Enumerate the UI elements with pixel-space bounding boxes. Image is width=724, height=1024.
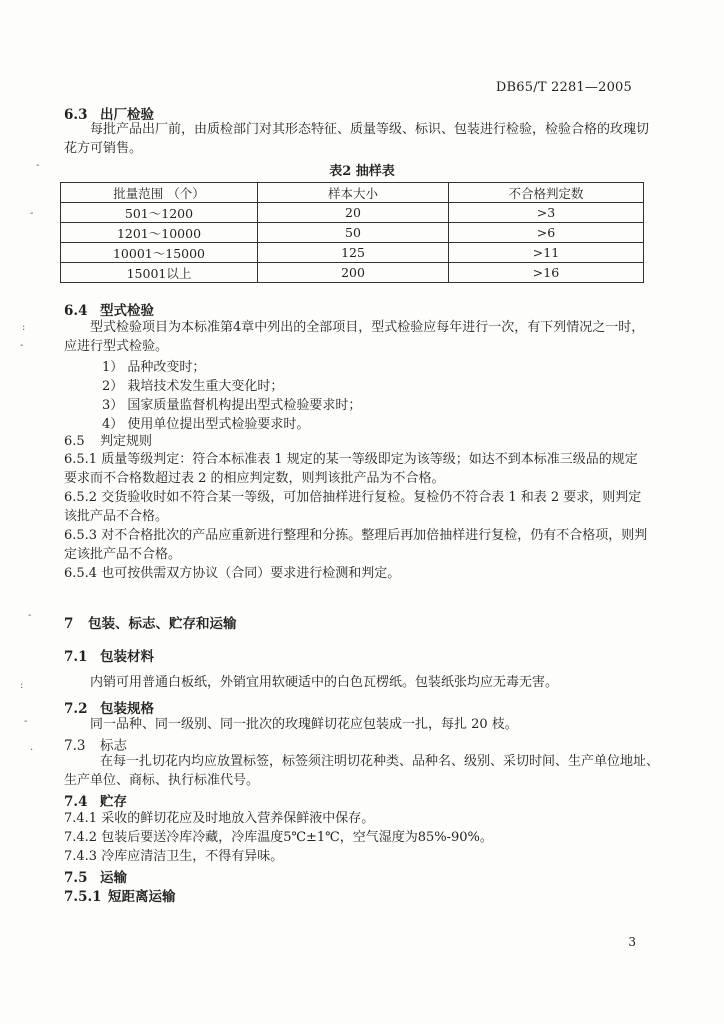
clause-7-4-1: 7.4.1 采收的鲜切花应及时地放入营养保鲜液中保存。 [64, 811, 375, 826]
list-item: 3） 国家质量监督机构提出型式检验要求时； [102, 398, 362, 413]
clause-6-5-4: 6.5.4 也可按供需双方协议（合同）要求进行检测和判定。 [64, 566, 401, 581]
table-cell: 200 [258, 263, 449, 283]
table-cell: 501～1200 [61, 203, 258, 223]
section-number: 7.3 [64, 738, 86, 754]
section-number: 7.5.1 [64, 889, 102, 905]
section-7-4-heading [64, 790, 127, 810]
table-cell: 125 [258, 243, 449, 263]
table-row [61, 263, 644, 283]
section-6-3-line1: 每批产品出厂前，由质检部门对其形态特征、质量等级、标识、包装进行检验，检验合格的玫瑰切 [90, 122, 650, 137]
column-header: 批量范围 （个） [61, 183, 258, 203]
table-cell: >6 [449, 223, 644, 243]
list-item: 4） 使用单位提出型式检验要求时。 [102, 417, 310, 432]
scan-mark: . [30, 742, 34, 753]
section-title: 判定规则 [100, 434, 153, 449]
clause-6-5-1-line1: 6.5.1 质量等级判定：符合本标准表 1 规定的某一等级即定为该等级；如达不到本标准三级品的规定 [64, 452, 638, 467]
clause-6-5-3-line1: 6.5.3 对不合格批次的产品应重新进行整理和分拣。整理后再加倍抽样进行复检，仍有不合格项，则判 [64, 528, 648, 543]
section-title: 贮存 [100, 794, 127, 810]
table-row [61, 243, 644, 263]
scan-mark: : [22, 322, 26, 333]
table-cell: 10001～15000 [61, 243, 258, 263]
section-title: 包装规格 [100, 701, 154, 717]
section-number: 6.5 [64, 434, 85, 449]
table-cell: 15001以上 [61, 263, 258, 283]
section-6-3-line2: 花方可销售。 [64, 141, 143, 156]
column-header: 样本大小 [258, 183, 449, 203]
section-7-3-heading [64, 734, 127, 754]
section-7-3-line2: 生产单位、商标、执行标准代号。 [64, 773, 260, 788]
table-caption: 表2 抽样表 [329, 164, 395, 179]
section-number: 7.1 [64, 649, 88, 665]
section-number: 6.3 [64, 107, 88, 123]
section-7-2-text: 同一品种、同一级别、同一批次的玫瑰鲜切花应包装成一扎，每扎 20 枝。 [90, 717, 518, 732]
table-row [61, 223, 644, 243]
clause-6-5-2-line2: 该批产品不合格。 [64, 509, 169, 524]
section-number: 7.5 [64, 870, 88, 886]
section-6-4-line1: 型式检验项目为本标准第4章中列出的全部项目，型式检验应每年进行一次，有下列情况之一时， [90, 320, 645, 335]
section-7-3-line1: 在每一扎切花内均应放置标签，标签须注明切花种类、品种名、级别、采切时间、生产单位地址、 [100, 754, 660, 769]
standard-code: DB65/T 2281—2005 [495, 80, 632, 95]
section-7-1-text: 内销可用普通白板纸，外销宜用软硬适中的白色瓦楞纸。包装纸张均应无毒无害。 [90, 675, 559, 690]
clause-6-5-1-line2: 要求而不合格数超过表 2 的相应判定数，则判该批产品为不合格。 [64, 471, 445, 486]
table-cell: >16 [449, 263, 644, 283]
table-cell: >3 [449, 203, 644, 223]
section-6-4-line2: 应进行型式检验。 [64, 339, 169, 354]
sampling-table [60, 182, 644, 283]
section-title: 标志 [100, 738, 127, 754]
table-header-row [61, 183, 644, 203]
scan-mark: : [20, 680, 24, 691]
list-item: 2） 栽培技术发生重大变化时； [102, 379, 284, 394]
section-title: 型式检验 [100, 303, 154, 319]
scan-mark: - [30, 208, 34, 219]
section-number: 7.4 [64, 794, 88, 810]
clause-7-4-3: 7.4.3 冷库应清洁卫生，不得有异味。 [64, 849, 284, 864]
column-header: 不合格判定数 [449, 183, 644, 203]
section-title: 运输 [100, 870, 127, 886]
scan-mark: - [36, 160, 40, 171]
section-6-5-heading [64, 432, 152, 451]
section-title: 包装、标志、贮存和运输 [88, 616, 237, 632]
section-7-5-heading [64, 866, 127, 886]
clause-6-5-3-line2: 定该批产品不合格。 [64, 547, 182, 562]
section-number: 6.4 [64, 303, 88, 319]
page-number: 3 [628, 935, 636, 949]
table-cell: 1201～10000 [61, 223, 258, 243]
section-7-1-heading [64, 645, 154, 665]
clause-6-5-2-line1: 6.5.2 交货验收时如不符合某一等级，可加倍抽样进行复检。复检仍不符合表 1 和表 2 要求，则判定 [64, 490, 642, 505]
section-7-heading [64, 612, 237, 632]
scan-mark: - [24, 716, 28, 727]
clause-7-4-2: 7.4.2 包装后要送冷库冷藏，冷库温度5℃±1℃，空气湿度为85%-90%。 [64, 830, 493, 845]
section-7-5-1-heading [64, 885, 176, 905]
section-7-2-heading [64, 697, 154, 717]
scan-mark: - [20, 340, 24, 351]
section-title: 包装材料 [100, 649, 154, 665]
section-title: 短距离运输 [108, 889, 176, 905]
table-cell: 20 [258, 203, 449, 223]
table-cell: 50 [258, 223, 449, 243]
section-6-4-heading [64, 299, 154, 319]
section-title: 出厂检验 [100, 107, 154, 123]
list-item: 1） 品种改变时； [102, 360, 206, 375]
scan-mark: - [28, 610, 32, 621]
table-cell: >11 [449, 243, 644, 263]
table-row [61, 203, 644, 223]
section-number: 7 [64, 616, 74, 632]
section-number: 7.2 [64, 701, 88, 717]
